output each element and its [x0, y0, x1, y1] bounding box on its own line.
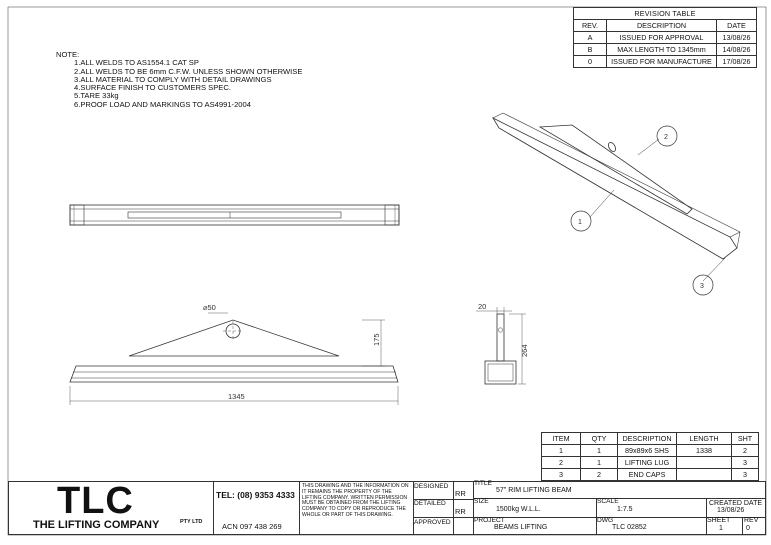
bill-of-materials [541, 432, 759, 481]
bom-header-item: ITEM [542, 433, 581, 445]
dwg-number: TLC 02852 [612, 524, 647, 531]
note-line: 1.ALL WELDS TO AS1554.1 CAT SP [74, 58, 199, 68]
rev-cell: 13/08/26 [717, 32, 757, 44]
table-row [542, 445, 759, 457]
rev-cell: A [574, 32, 607, 44]
copyright-disclaimer: THIS DRAWING AND THE INFORMATION ON IT REMAINS THE PROPERTY OF THE LIFTING COMPANY. WRITTEN PERMISSION MUST BE OBTAINED FROM THE LIFTING COMPANY TO COPY OR REPRODUCE THE WHOLE OR PART OF THIS DRAWING. [302, 483, 409, 518]
note-line: 2.ALL WELDS TO BE 6mm C.F.W. UNLESS SHOWN OTHERWISE [74, 66, 303, 76]
title-label: TITLE [474, 480, 492, 487]
detailed-label: DETAILED [414, 500, 446, 507]
revision-table-title: REVISION TABLE [574, 8, 757, 20]
dwg-label: DWG [597, 517, 614, 524]
dim-lug-height: 175 [372, 333, 381, 346]
bom-cell: 3 [542, 469, 581, 481]
scale-label: SCALE [597, 498, 619, 505]
note-line: 6.PROOF LOAD AND MARKINGS TO AS4991-2004 [74, 99, 251, 109]
rev-cell: 14/08/26 [717, 44, 757, 56]
rev-cell: B [574, 44, 607, 56]
table-row [574, 56, 757, 68]
sheet-value: 1 [719, 525, 723, 532]
balloon-1-label: 1 [578, 219, 582, 226]
bom-cell [677, 469, 732, 481]
note-line: 5.TARE 33kg [74, 91, 119, 101]
revision-table [573, 7, 757, 68]
top-view [70, 205, 399, 225]
bom-cell: 89x89x6 SHS [618, 445, 677, 457]
table-row [574, 32, 757, 44]
rev-header-rev: REV. [574, 20, 607, 32]
project-value: BEAMS LIFTING [494, 524, 548, 531]
rev-cell: ISSUED FOR MANUFACTURE [607, 56, 717, 68]
bom-cell: 2 [581, 469, 618, 481]
created-label: CREATED DATE [709, 500, 763, 507]
company-phone: TEL: (08) 9353 4333 [216, 490, 295, 500]
company-name: THE LIFTING COMPANY [33, 519, 160, 531]
company-acn: ACN 097 438 269 [222, 522, 282, 531]
bom-cell: 1338 [677, 445, 732, 457]
dim-hole-dia: ⌀50 [203, 303, 216, 312]
project-label: PROJECT [474, 517, 505, 524]
end-cap-right-top [385, 205, 399, 225]
beam-iso [493, 118, 737, 259]
rev-value: 0 [746, 525, 750, 532]
notes-heading: NOTE: [56, 50, 80, 59]
rev-header-description: DESCRIPTION [607, 20, 717, 32]
table-row [542, 469, 759, 481]
lug-slot-top [128, 212, 341, 218]
balloon-3-label: 3 [700, 283, 704, 290]
bom-cell: 1 [581, 457, 618, 469]
notes-block [56, 51, 302, 109]
beam-section-side [485, 361, 516, 384]
dim-lug-thickness: 20 [478, 302, 487, 311]
end-cap-left-top [70, 205, 84, 225]
scale-value: 1:7.5 [617, 506, 633, 513]
designed-label: DESIGNED [414, 483, 449, 490]
bom-cell: 2 [732, 445, 759, 457]
rev-cell: ISSUED FOR APPROVAL [607, 32, 717, 44]
bom-cell: END CAPS [618, 469, 677, 481]
balloon-2-label: 2 [664, 134, 668, 141]
lug-side [497, 314, 504, 361]
sheet-label: SHEET [707, 517, 731, 524]
beam-front [70, 366, 398, 382]
note-line: 3.ALL MATERIAL TO COMPLY WITH DETAIL DRAWINGS [74, 74, 272, 84]
rev-cell: 17/08/26 [717, 56, 757, 68]
bom-cell: 3 [732, 469, 759, 481]
table-row [542, 457, 759, 469]
size-label: SIZE [474, 498, 489, 505]
bom-cell: 1 [581, 445, 618, 457]
table-row [574, 44, 757, 56]
dim-side-height: 264 [520, 344, 529, 357]
lug-hole-iso [607, 141, 617, 153]
isometric-view [493, 113, 740, 281]
note-line: 4.SURFACE FINISH TO CUSTOMERS SPEC. [74, 83, 231, 93]
detailed-value: RR [455, 507, 466, 516]
bom-header-sht: SHT [732, 433, 759, 445]
rev-header-date: DATE [717, 20, 757, 32]
size-value: 1500kg W.L.L. [496, 506, 541, 513]
rev-cell: MAX LENGTH TO 1345mm [607, 44, 717, 56]
designed-value: RR [455, 489, 466, 498]
bom-cell: 2 [542, 457, 581, 469]
bom-cell: 3 [732, 457, 759, 469]
company-logo: TLC [57, 480, 134, 522]
bom-header-description: DESCRIPTION [618, 433, 677, 445]
bom-cell: LIFTING LUG [618, 457, 677, 469]
company-suffix: PTY LTD [180, 519, 203, 525]
rev-label: REV [744, 517, 759, 524]
bom-cell [677, 457, 732, 469]
approved-label: APPROVED [414, 519, 451, 526]
bom-header-qty: QTY [581, 433, 618, 445]
created-value: 13/08/26 [717, 507, 745, 514]
rev-cell: 0 [574, 56, 607, 68]
dim-overall-length: 1345 [228, 392, 245, 401]
bom-cell: 1 [542, 445, 581, 457]
beam-outline-top [70, 205, 399, 225]
drawing-title: 57" RIM LIFTING BEAM [496, 487, 572, 494]
bom-header-length: LENGTH [677, 433, 732, 445]
side-view [476, 307, 526, 384]
